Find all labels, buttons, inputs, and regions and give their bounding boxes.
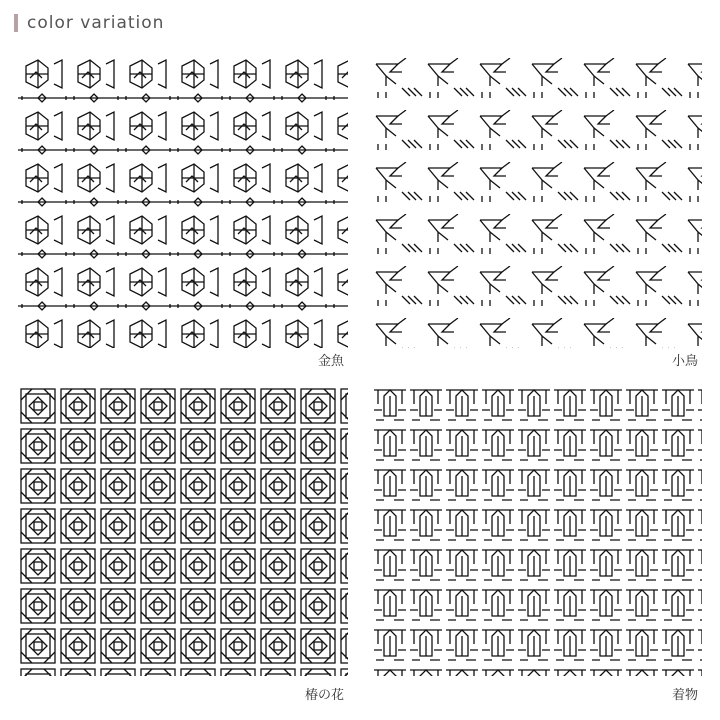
swatch-label: 小鳥 [671, 354, 698, 369]
section-header [14, 12, 164, 34]
swatch-goldfish[interactable] [18, 58, 348, 369]
swatch-camellia[interactable] [18, 386, 348, 703]
swatch-label: 金魚 [317, 354, 344, 369]
kimono-pattern [372, 386, 702, 676]
swatch-kimono[interactable] [372, 386, 702, 703]
header-accent-bar [14, 14, 18, 32]
swatch-bird[interactable] [372, 58, 702, 369]
bird-pattern [372, 58, 702, 348]
section-title: color variation [27, 13, 165, 33]
goldfish-pattern [18, 58, 348, 348]
swatch-label: 椿の花 [304, 688, 344, 703]
swatch-label: 着物 [671, 688, 698, 703]
camellia-pattern [18, 386, 348, 676]
